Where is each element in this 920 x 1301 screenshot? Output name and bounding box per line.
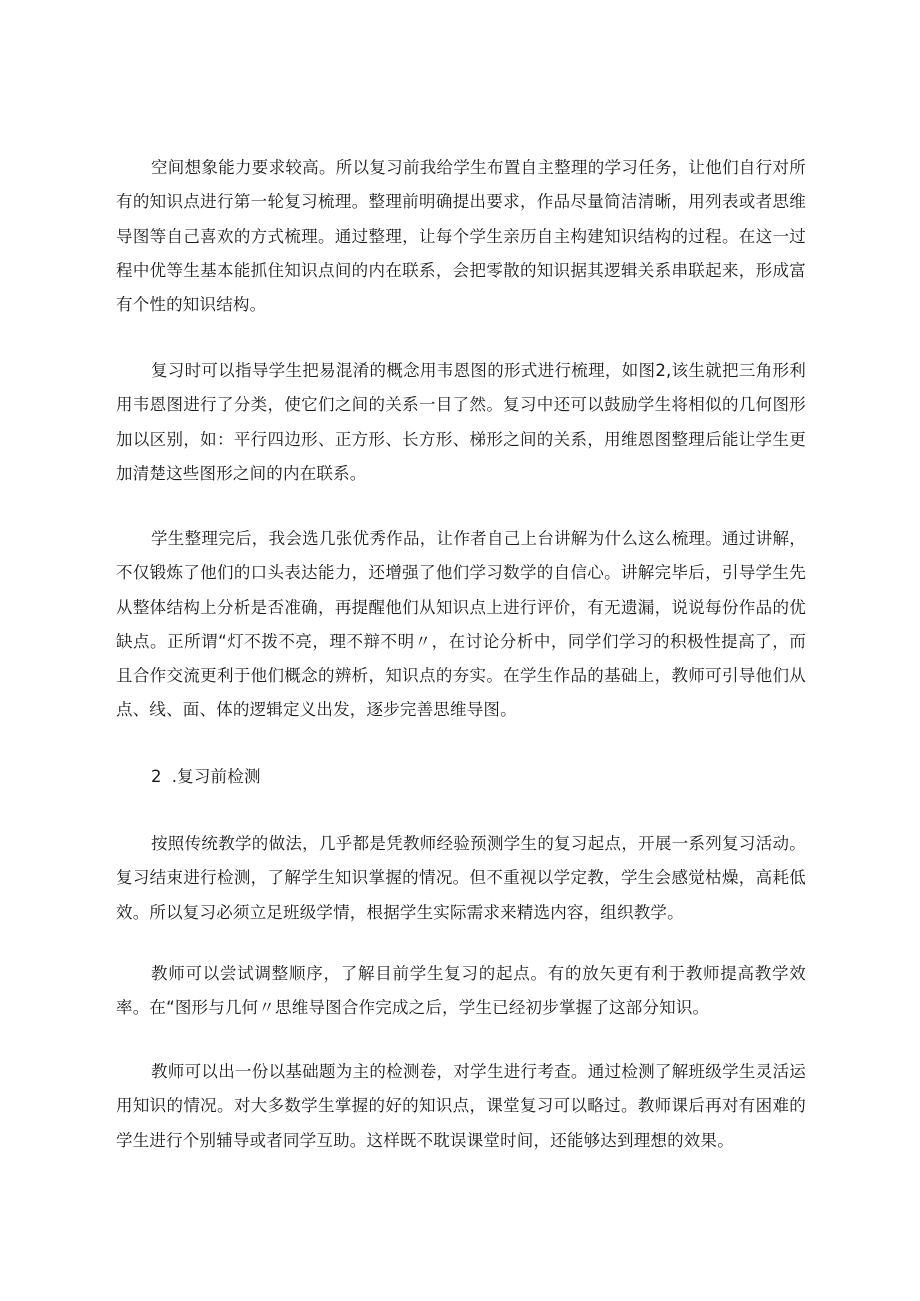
paragraph-1: 空间想象能力要求较高。所以复习前我给学生布置自主整理的学习任务，让他们自行对所有的知识点进行第一轮复习梳理。整理前明确提出要求，作品尽量简洁清晰，用列表或者思维导图等自己喜欢的方式梳理。通过整理，让每个学生亲历自主构建知识结构的过程。在这一过程中优等生基本能抓住知识点间的内在联系，会把零散的知识据其逻辑关系串联起来，形成富有个性的知识结构。 [116,158,806,315]
section-heading [151,760,261,794]
paragraph-2: 复习时可以指导学生把易混淆的概念用韦恩图的形式进行梳理，如图2,该生就把三角形利用韦恩图进行了分类，使它们之间的关系一目了然。复习中还可以鼓励学生将相似的几何图形加以区别，如：平行四边形、正方形、长方形、梯形之间的关系，用维恩图整理后能让学生更加清楚这些图形之间的内在联系。 [116,361,806,483]
paragraph-6: 教师可以出一份以基础题为主的检测卷，对学生进行考查。通过检测了解班级学生灵活运用知识的情况。对大多数学生掌握的好的知识点，课堂复习可以略过。教师课后再对有困难的学生进行个别辅导或者同学互助。这样既不耽误课堂时间，还能够达到理想的效果。 [116,1062,806,1150]
paragraph-5: 教师可以尝试调整顺序，了解目前学生复习的起点。有的放矢更有利于教师提高教学效率。在“图形与几何〃思维导图合作完成之后，学生已经初步掌握了这部分知识。 [116,964,806,1018]
section-heading-number: 2 [151,767,162,786]
section-heading-title: .复习前检测 [171,767,261,786]
paragraph-4: 按照传统教学的做法，几乎都是凭教师经验预测学生的复习起点，开展一系列复习活动。复习结束进行检测，了解学生知识掌握的情况。但不重视以学定教，学生会感觉枯燥，高耗低效。所以复习必须立足班级学情，根据学生实际需求来精选内容，组织教学。 [116,834,806,922]
paragraph-3: 学生整理完后，我会选几张优秀作品，让作者自己上台讲解为什么这么梳理。通过讲解，不仅锻炼了他们的口头表达能力，还增强了他们学习数学的自信心。讲解完毕后，引导学生先从整体结构上分析是否准确，再提醒他们从知识点上进行评价，有无遗漏，说说每份作品的优缺点。正所谓“灯不拨不亮，理不辩不明〃，在讨论分析中，同学们学习的积极性提高了，而且合作交流更利于他们概念的辨析，知识点的夯实。在学生作品的基础上，教师可引导他们从点、线、面、体的逻辑定义出发，逐步完善思维导图。 [116,529,806,720]
